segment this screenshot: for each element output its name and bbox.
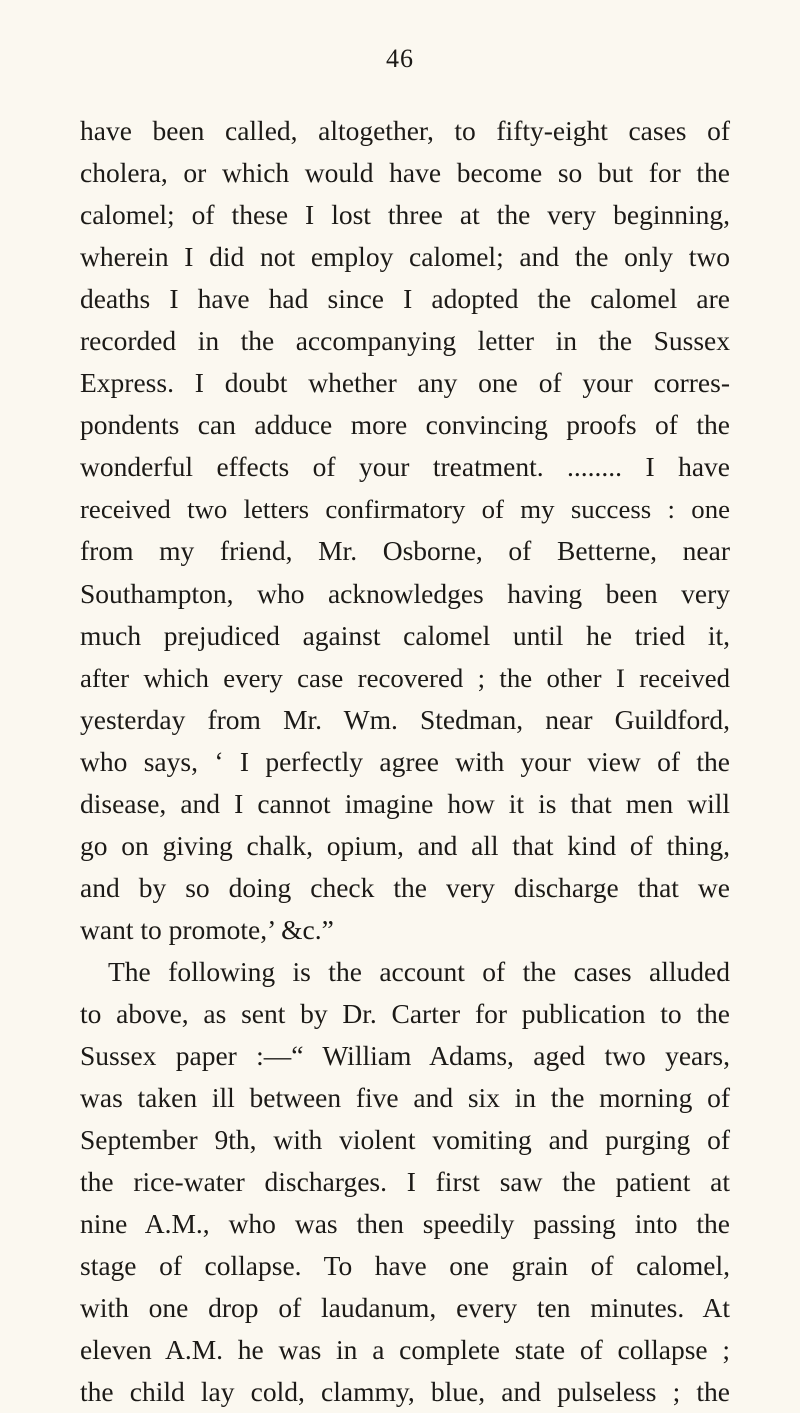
text-line: deaths I have had since I adopted the calomel are — [80, 283, 730, 315]
text-line: wherein I did not employ calomel; and the only two — [80, 241, 730, 273]
text-line: want to promote,’ &c.” — [80, 913, 334, 945]
text-line: Express. I doubt whether any one of your corres- — [80, 367, 730, 399]
text-line: recorded in the accompanying letter in the Sussex — [80, 325, 730, 357]
text-line: after which every case recovered ; the other I received — [80, 662, 730, 693]
text-line: and by so doing check the very discharge that we — [80, 871, 730, 903]
text-line: wonderful effects of your treatment. ........ I have — [80, 451, 730, 483]
text-line: the child lay cold, clammy, blue, and pulseless ; the — [80, 1376, 730, 1408]
text-line: eleven A.M. he was in a complete state of collapse ; — [80, 1334, 730, 1366]
text-line: disease, and I cannot imagine how it is that men will — [80, 787, 730, 819]
text-line: Southampton, who acknowledges having been very — [80, 577, 730, 609]
text-line: The following is the account of the cases alluded — [108, 955, 730, 987]
text-line: received two letters confirmatory of my success : one — [80, 494, 730, 525]
page-number: 46 — [386, 44, 414, 73]
text-line: pondents can adduce more convincing proofs of the — [80, 409, 730, 441]
text-line: was taken ill between five and six in the morning of — [80, 1082, 730, 1114]
text-line: cholera, or which would have become so but for the — [80, 157, 730, 189]
text-line: who says, ‘ I perfectly agree with your view of the — [80, 745, 730, 777]
text-line: Sussex paper :—“ William Adams, aged two years, — [80, 1040, 730, 1072]
text-line: yesterday from Mr. Wm. Stedman, near Guildford, — [80, 703, 730, 735]
text-line: much prejudiced against calomel until he tried it, — [80, 619, 730, 651]
text-line: to above, as sent by Dr. Carter for publication to the — [80, 997, 730, 1029]
text-line: go on giving chalk, opium, and all that kind of thing, — [80, 829, 730, 861]
text-line: nine A.M., who was then speedily passing into the — [80, 1208, 730, 1240]
text-line: from my friend, Mr. Osborne, of Betterne, near — [80, 535, 730, 567]
text-line: with one drop of laudanum, every ten minutes. At — [80, 1292, 730, 1324]
body-text — [80, 110, 730, 1413]
text-line: have been called, altogether, to fifty-eight cases of — [80, 115, 730, 146]
text-line: the rice-water discharges. I first saw the patient at — [80, 1166, 730, 1198]
text-line: calomel; of these I lost three at the very beginning, — [80, 199, 730, 231]
text-line: September 9th, with violent vomiting and purging of — [80, 1124, 730, 1156]
text-line: stage of collapse. To have one grain of calomel, — [80, 1250, 730, 1282]
